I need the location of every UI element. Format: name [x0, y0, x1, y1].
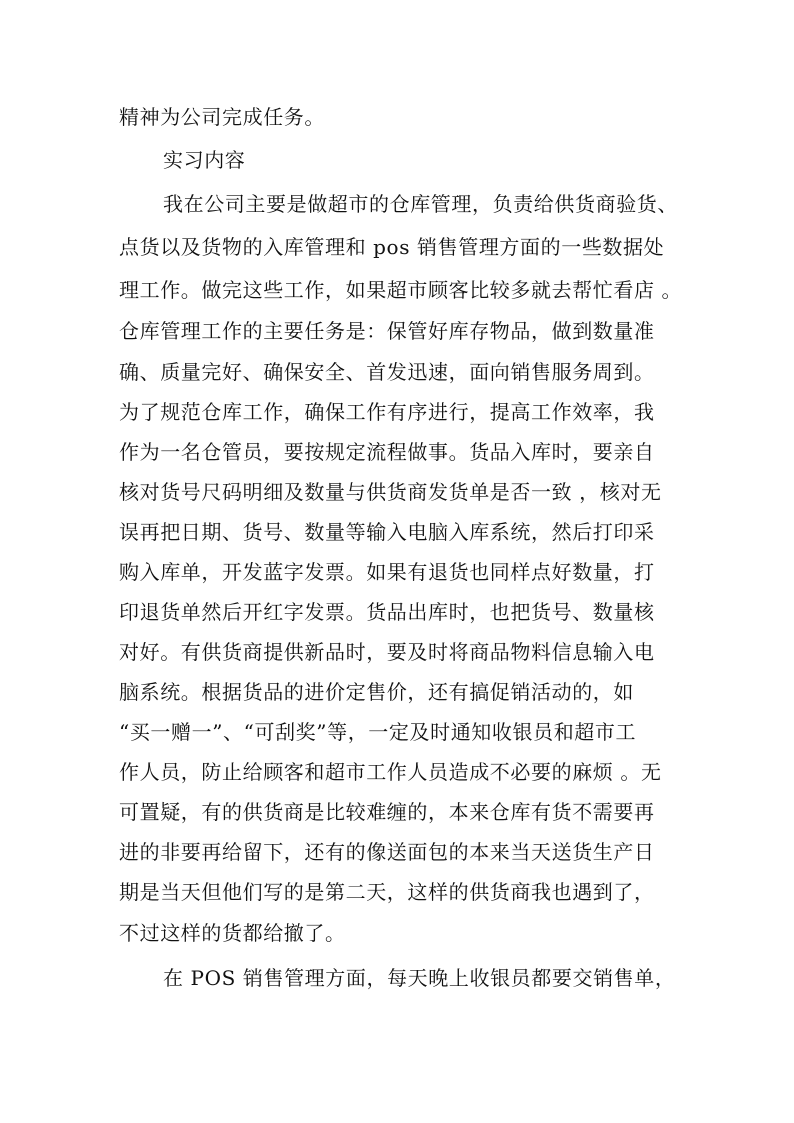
- paragraph-line: 我在公司主要是做超市的仓库管理，负责给供货商验货、: [163, 192, 678, 216]
- paragraph-line: 为了规范仓库工作，确保工作有序进行，提高工作效率，我: [119, 400, 655, 424]
- paragraph-line: 对好。有供货商提供新品时，要及时将商品物料信息输入电: [119, 640, 655, 664]
- paragraph-line: 误再把日期、货号、数量等输入电脑入库系统，然后打印采: [119, 520, 655, 544]
- paragraph-line: 期是当天但他们写的是第二天，这样的供货商我也遇到了，: [119, 880, 655, 904]
- paragraph-line: 点货以及货物的入库管理和 pos 销售管理方面的一些数据处: [119, 235, 665, 259]
- paragraph-line: 仓库管理工作的主要任务是：保管好库存物品，做到数量准: [119, 319, 655, 343]
- paragraph-line: 作为一名仓管员，要按规定流程做事。货品入库时，要亲自: [119, 440, 655, 464]
- paragraph-line: “买一赠一”、“可刮奖”等，一定及时通知收银员和超市工: [119, 720, 637, 744]
- paragraph-line: 印退货单然后开红字发票。货品出库时，也把货号、数量核: [119, 600, 655, 624]
- paragraph-line: 在 POS 销售管理方面，每天晚上收银员都要交销售单，: [163, 966, 676, 990]
- paragraph-line: 理工作。做完这些工作，如果超市顾客比较多就去帮忙看店 。: [119, 278, 683, 302]
- paragraph-line: 核对货号尺码明细及数量与供货商发货单是否一致 ，核对无: [119, 480, 662, 504]
- paragraph-line: 可置疑，有的供货商是比较难缠的，本来仓库有货不需要再: [119, 800, 655, 824]
- paragraph-line: 确、质量完好、确保安全、首发迅速，面向销售服务周到。: [119, 360, 655, 384]
- paragraph-line: 作人员，防止给顾客和超市工作人员造成不必要的麻烦 。无: [119, 760, 662, 784]
- paragraph-line: 精神为公司完成任务。: [119, 105, 325, 129]
- paragraph-line: 进的非要再给留下，还有的像送面包的本来当天送货生产日: [119, 840, 655, 864]
- section-heading: 实习内容: [163, 148, 246, 172]
- paragraph-line: 不过这样的货都给撤了。: [119, 921, 346, 945]
- paragraph-line: 脑系统。根据货品的进价定售价，还有搞促销活动的，如: [119, 680, 634, 704]
- paragraph-line: 购入库单，开发蓝字发票。如果有退货也同样点好数量，打: [119, 560, 655, 584]
